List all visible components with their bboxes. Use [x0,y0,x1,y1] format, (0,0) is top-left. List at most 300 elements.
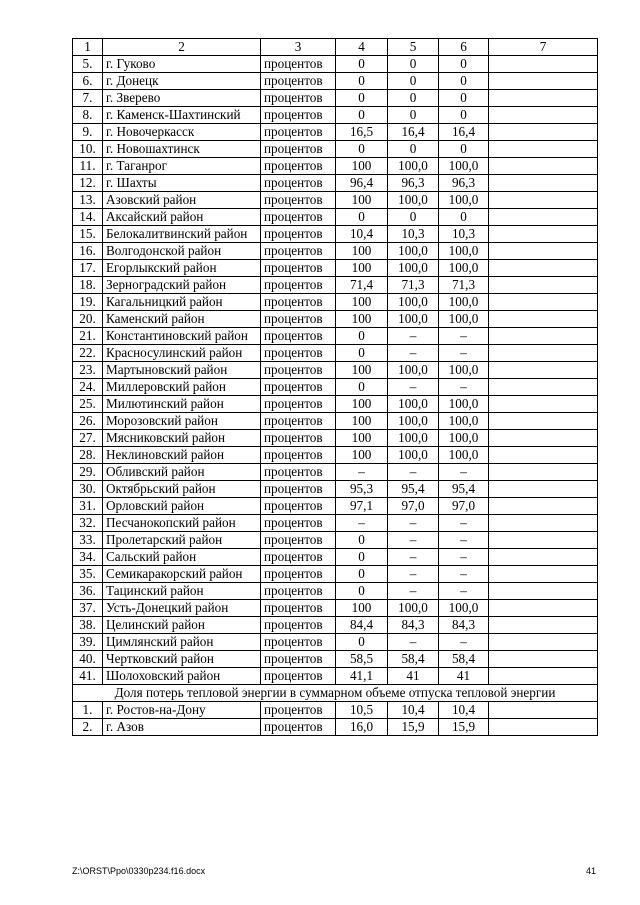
row-unit: процентов [261,345,336,362]
value-col-6: 10,3 [439,226,489,243]
value-col-7 [489,158,598,175]
row-name: Белокалитвинский район [103,226,261,243]
row-number: 8. [73,107,103,124]
row-unit: процентов [261,464,336,481]
value-col-7 [489,209,598,226]
table-row [73,583,598,600]
table-row [73,532,598,549]
row-name: Волгодонской район [103,243,261,260]
value-col-7 [489,362,598,379]
row-number: 25. [73,396,103,413]
value-col-4: 0 [336,583,388,600]
value-col-7 [489,532,598,549]
value-col-6: 100,0 [439,600,489,617]
value-col-5: 10,3 [388,226,439,243]
value-col-5: 100,0 [388,192,439,209]
row-name: Зерноградский район [103,277,261,294]
value-col-6: – [439,379,489,396]
row-unit: процентов [261,413,336,430]
table-row [73,294,598,311]
value-col-4: 100 [336,600,388,617]
value-col-5: 0 [388,141,439,158]
row-unit: процентов [261,515,336,532]
table-row [73,498,598,515]
value-col-4: 0 [336,549,388,566]
table-row [73,345,598,362]
value-col-6: – [439,328,489,345]
row-unit: процентов [261,498,336,515]
row-number: 15. [73,226,103,243]
table-row [73,209,598,226]
value-col-5: – [388,566,439,583]
row-unit: процентов [261,209,336,226]
row-name: Аксайский район [103,209,261,226]
row-number: 35. [73,566,103,583]
row-name: Мясниковский район [103,430,261,447]
row-number: 29. [73,464,103,481]
value-col-4: 100 [336,311,388,328]
value-col-7 [489,447,598,464]
row-unit: процентов [261,702,336,719]
value-col-7 [489,600,598,617]
data-table [72,38,598,736]
row-unit: процентов [261,175,336,192]
value-col-7 [489,702,598,719]
row-name: г. Таганрог [103,158,261,175]
row-unit: процентов [261,651,336,668]
value-col-4: 10,4 [336,226,388,243]
value-col-6: 96,3 [439,175,489,192]
table-row [73,430,598,447]
row-number: 7. [73,90,103,107]
value-col-5: 100,0 [388,260,439,277]
value-col-7 [489,430,598,447]
row-name: г. Гуково [103,56,261,73]
value-col-4: 84,4 [336,617,388,634]
value-col-6: 100,0 [439,158,489,175]
row-name: г. Азов [103,719,261,736]
value-col-4: 97,1 [336,498,388,515]
table-row [73,464,598,481]
value-col-5: 0 [388,209,439,226]
value-col-6: 15,9 [439,719,489,736]
value-col-5: 84,3 [388,617,439,634]
row-name: Мартыновский район [103,362,261,379]
footer-file-path: Z:\ORST\Ppo\0330p234.f16.docx [72,866,206,876]
value-col-4: 100 [336,413,388,430]
row-name: Милютинский район [103,396,261,413]
row-name: Октябрьский район [103,481,261,498]
value-col-4: 0 [336,566,388,583]
value-col-7 [489,260,598,277]
value-col-6: – [439,345,489,362]
value-col-7 [489,328,598,345]
row-number: 38. [73,617,103,634]
value-col-4: 96,4 [336,175,388,192]
value-col-7 [489,651,598,668]
value-col-7 [489,311,598,328]
value-col-4: 41,1 [336,668,388,685]
row-unit: процентов [261,328,336,345]
value-col-6: 58,4 [439,651,489,668]
value-col-6: 16,4 [439,124,489,141]
row-unit: процентов [261,549,336,566]
row-name: Красносулинский район [103,345,261,362]
value-col-5: – [388,583,439,600]
table-row [73,90,598,107]
row-unit: процентов [261,617,336,634]
value-col-7 [489,56,598,73]
header-row [73,39,598,56]
table-row [73,447,598,464]
row-number: 28. [73,447,103,464]
value-col-6: 97,0 [439,498,489,515]
value-col-4: 100 [336,430,388,447]
value-col-7 [489,634,598,651]
table-row [73,379,598,396]
row-unit: процентов [261,243,336,260]
row-unit: процентов [261,90,336,107]
table-row [73,260,598,277]
value-col-7 [489,464,598,481]
value-col-5: 100,0 [388,158,439,175]
value-col-5: – [388,379,439,396]
value-col-4: – [336,515,388,532]
row-unit: процентов [261,141,336,158]
value-col-7 [489,566,598,583]
value-col-4: 100 [336,362,388,379]
row-name: Семикаракорский район [103,566,261,583]
row-number: 41. [73,668,103,685]
section-title: Доля потерь тепловой энергии в суммарном объеме отпуска тепловой энергии [73,685,598,702]
value-col-4: 0 [336,141,388,158]
row-number: 24. [73,379,103,396]
value-col-4: 0 [336,107,388,124]
value-col-5: – [388,549,439,566]
value-col-5: 100,0 [388,447,439,464]
row-number: 9. [73,124,103,141]
row-unit: процентов [261,668,336,685]
value-col-6: 100,0 [439,396,489,413]
section-row [73,685,598,702]
table-row [73,668,598,685]
header-cell: 2 [103,39,261,56]
value-col-4: 10,5 [336,702,388,719]
value-col-5: – [388,532,439,549]
value-col-4: 100 [336,243,388,260]
row-number: 33. [73,532,103,549]
table-row [73,566,598,583]
row-number: 20. [73,311,103,328]
value-col-7 [489,498,598,515]
row-number: 26. [73,413,103,430]
row-unit: процентов [261,362,336,379]
row-number: 21. [73,328,103,345]
value-col-6: 10,4 [439,702,489,719]
row-name: Каменский район [103,311,261,328]
value-col-5: 0 [388,73,439,90]
header-cell: 4 [336,39,388,56]
value-col-7 [489,396,598,413]
row-unit: процентов [261,73,336,90]
row-unit: процентов [261,294,336,311]
value-col-5: 97,0 [388,498,439,515]
page-number: 41 [585,866,596,876]
row-name: Цимлянский район [103,634,261,651]
row-name: г. Каменск-Шахтинский [103,107,261,124]
value-col-6: 100,0 [439,243,489,260]
row-unit: процентов [261,311,336,328]
value-col-7 [489,481,598,498]
value-col-4: 0 [336,90,388,107]
table-row [73,124,598,141]
value-col-6: 100,0 [439,430,489,447]
row-number: 19. [73,294,103,311]
row-unit: процентов [261,226,336,243]
value-col-4: 0 [336,345,388,362]
row-number: 14. [73,209,103,226]
row-unit: процентов [261,396,336,413]
value-col-6: 100,0 [439,362,489,379]
header-cell: 3 [261,39,336,56]
row-name: Пролетарский район [103,532,261,549]
row-name: Песчанокопский район [103,515,261,532]
header-cell: 6 [439,39,489,56]
value-col-6: 100,0 [439,260,489,277]
row-name: Обливский район [103,464,261,481]
row-number: 10. [73,141,103,158]
value-col-6: 100,0 [439,447,489,464]
value-col-7 [489,107,598,124]
value-col-4: 0 [336,379,388,396]
value-col-4: 71,4 [336,277,388,294]
row-number: 13. [73,192,103,209]
value-col-4: 0 [336,73,388,90]
header-cell: 7 [489,39,598,56]
row-name: Егорлыкский район [103,260,261,277]
value-col-6: 0 [439,90,489,107]
value-col-6: 100,0 [439,192,489,209]
value-col-6: 0 [439,209,489,226]
value-col-7 [489,583,598,600]
row-unit: процентов [261,430,336,447]
value-col-7 [489,124,598,141]
value-col-7 [489,668,598,685]
row-name: г. Шахты [103,175,261,192]
value-col-7 [489,515,598,532]
value-col-5: 58,4 [388,651,439,668]
value-col-6: – [439,634,489,651]
row-number: 16. [73,243,103,260]
row-unit: процентов [261,634,336,651]
table-row [73,549,598,566]
value-col-5: – [388,345,439,362]
value-col-6: – [439,583,489,600]
table-row [73,362,598,379]
value-col-5: 100,0 [388,362,439,379]
row-unit: процентов [261,447,336,464]
value-col-6: – [439,549,489,566]
value-col-6: – [439,532,489,549]
value-col-4: 16,5 [336,124,388,141]
row-name: г. Зверево [103,90,261,107]
row-unit: процентов [261,583,336,600]
value-col-7 [489,345,598,362]
value-col-6: 0 [439,73,489,90]
value-col-7 [489,73,598,90]
row-name: г. Донецк [103,73,261,90]
value-col-5: – [388,464,439,481]
row-number: 36. [73,583,103,600]
table-row [73,175,598,192]
value-col-6: 100,0 [439,294,489,311]
row-name: Орловский район [103,498,261,515]
value-col-7 [489,277,598,294]
row-number: 22. [73,345,103,362]
value-col-7 [489,549,598,566]
value-col-7 [489,192,598,209]
value-col-6: 100,0 [439,311,489,328]
table-row [73,73,598,90]
row-name: Сальский район [103,549,261,566]
row-number: 31. [73,498,103,515]
row-number: 17. [73,260,103,277]
row-unit: процентов [261,481,336,498]
value-col-5: 96,3 [388,175,439,192]
value-col-5: – [388,328,439,345]
value-col-6: 95,4 [439,481,489,498]
table-row [73,600,598,617]
row-name: Шолоховский район [103,668,261,685]
value-col-5: – [388,634,439,651]
value-col-5: 100,0 [388,243,439,260]
header-cell: 5 [388,39,439,56]
row-number: 27. [73,430,103,447]
row-name: Чертковский район [103,651,261,668]
header-cell: 1 [73,39,103,56]
value-col-7 [489,617,598,634]
value-col-6: – [439,566,489,583]
row-unit: процентов [261,124,336,141]
value-col-6: 100,0 [439,413,489,430]
table-row [73,634,598,651]
value-col-5: 41 [388,668,439,685]
value-col-4: 58,5 [336,651,388,668]
row-name: г. Ростов-на-Дону [103,702,261,719]
table-row [73,141,598,158]
value-col-4: 100 [336,192,388,209]
row-unit: процентов [261,192,336,209]
table-row [73,311,598,328]
value-col-4: – [336,464,388,481]
row-number: 39. [73,634,103,651]
value-col-5: 16,4 [388,124,439,141]
row-number: 23. [73,362,103,379]
value-col-5: 0 [388,90,439,107]
table-body [73,39,598,736]
table-row [73,515,598,532]
table-row [73,107,598,124]
value-col-4: 0 [336,634,388,651]
row-number: 5. [73,56,103,73]
row-unit: процентов [261,260,336,277]
value-col-7 [489,90,598,107]
row-number: 30. [73,481,103,498]
row-number: 34. [73,549,103,566]
value-col-5: – [388,515,439,532]
row-name: Целинский район [103,617,261,634]
value-col-4: 0 [336,209,388,226]
row-name: Кагальницкий район [103,294,261,311]
row-name: Морозовский район [103,413,261,430]
value-col-5: 10,4 [388,702,439,719]
value-col-5: 95,4 [388,481,439,498]
row-unit: процентов [261,600,336,617]
row-number: 12. [73,175,103,192]
value-col-5: 0 [388,56,439,73]
row-unit: процентов [261,107,336,124]
value-col-7 [489,413,598,430]
value-col-7 [489,226,598,243]
row-name: Константиновский район [103,328,261,345]
row-number: 32. [73,515,103,532]
row-number: 2. [73,719,103,736]
value-col-6: 84,3 [439,617,489,634]
value-col-7 [489,294,598,311]
value-col-5: 100,0 [388,430,439,447]
value-col-5: 100,0 [388,294,439,311]
value-col-5: 100,0 [388,600,439,617]
value-col-7 [489,141,598,158]
row-name: Тацинский район [103,583,261,600]
value-col-5: 71,3 [388,277,439,294]
value-col-6: 41 [439,668,489,685]
value-col-4: 100 [336,294,388,311]
value-col-5: 100,0 [388,311,439,328]
value-col-7 [489,243,598,260]
row-unit: процентов [261,158,336,175]
table-row [73,56,598,73]
value-col-5: 0 [388,107,439,124]
value-col-4: 16,0 [336,719,388,736]
table-row [73,192,598,209]
value-col-6: 0 [439,56,489,73]
table-row [73,702,598,719]
row-name: Неклиновский район [103,447,261,464]
value-col-4: 0 [336,56,388,73]
row-number: 37. [73,600,103,617]
row-number: 11. [73,158,103,175]
value-col-4: 0 [336,532,388,549]
row-name: г. Новошахтинск [103,141,261,158]
value-col-6: 71,3 [439,277,489,294]
value-col-6: – [439,464,489,481]
value-col-5: 15,9 [388,719,439,736]
row-unit: процентов [261,566,336,583]
row-unit: процентов [261,277,336,294]
row-number: 18. [73,277,103,294]
table-row [73,481,598,498]
row-unit: процентов [261,379,336,396]
value-col-7 [489,719,598,736]
table-row [73,328,598,345]
value-col-4: 100 [336,260,388,277]
value-col-4: 100 [336,396,388,413]
row-unit: процентов [261,532,336,549]
value-col-6: 0 [439,141,489,158]
row-unit: процентов [261,719,336,736]
value-col-6: – [439,515,489,532]
